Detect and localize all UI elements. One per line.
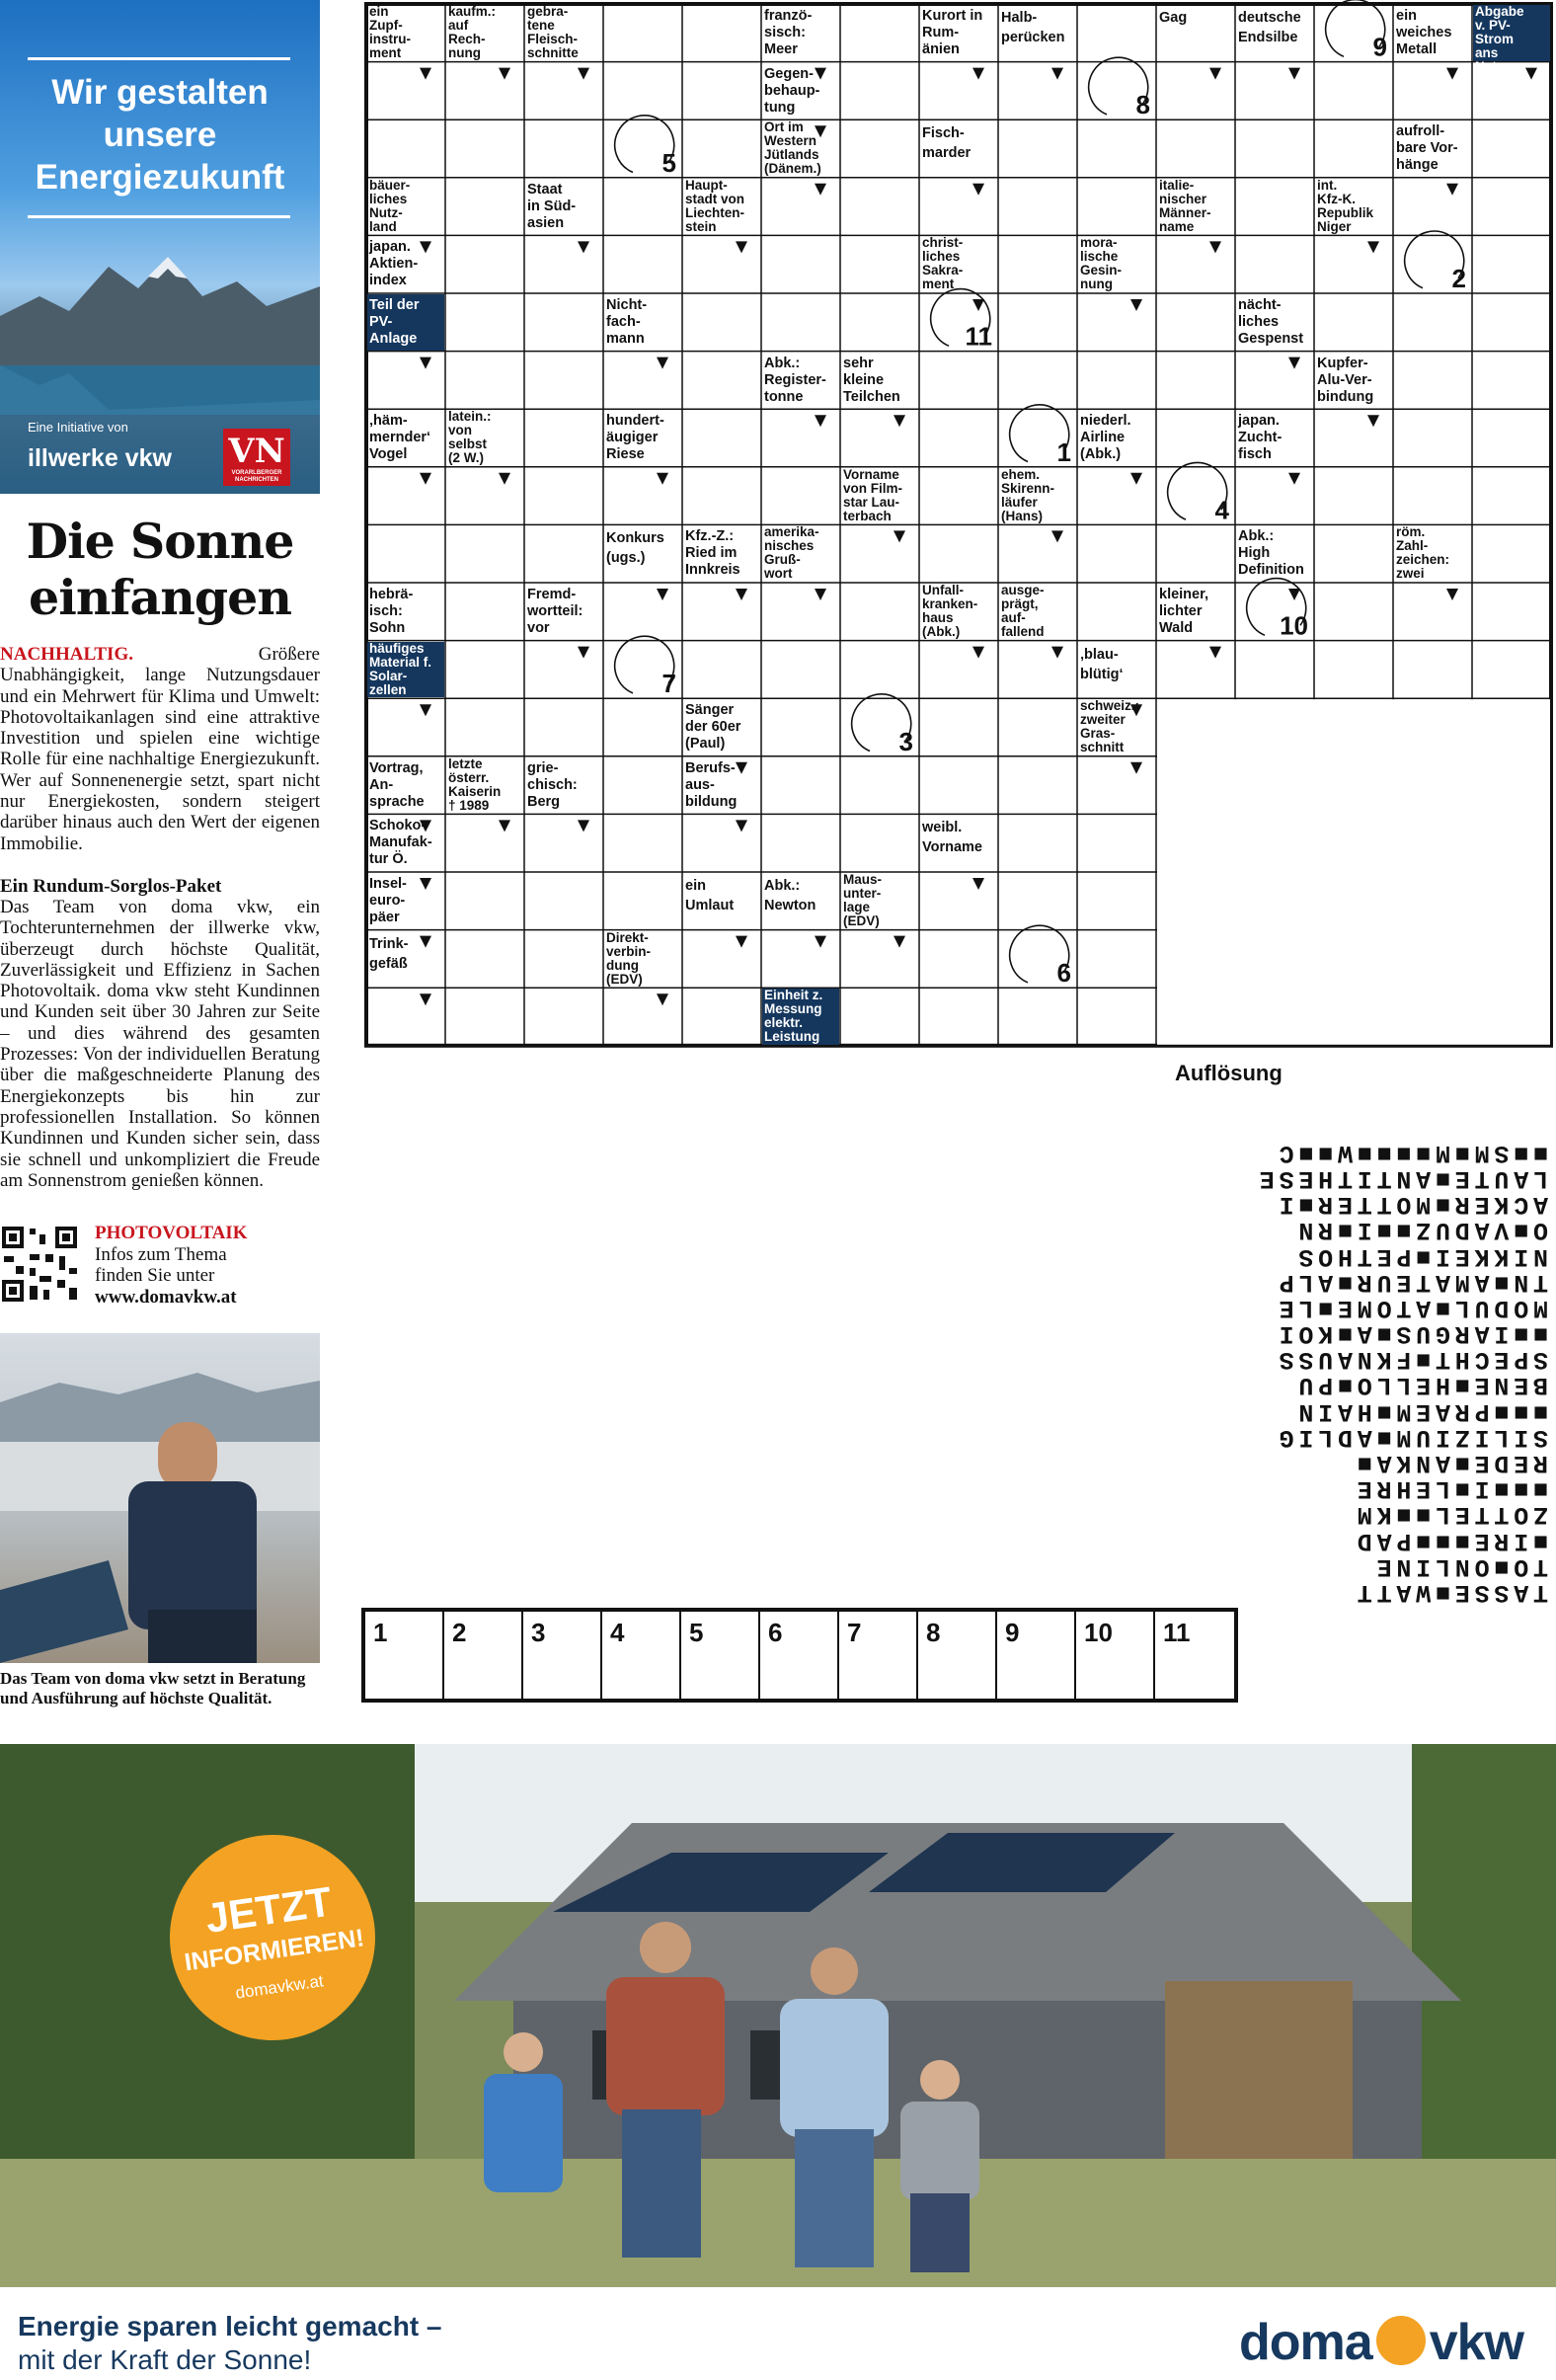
article-subhead: Ein Rundum-Sorglos-Paket	[0, 875, 222, 897]
solution-letter-box[interactable]: 1	[365, 1612, 444, 1699]
solution-row: ACKER■MOTTER■I	[1274, 1190, 1548, 1220]
circle-number: 9	[1372, 32, 1387, 62]
clue-cell: Maus- unter- lage (EDV)	[843, 872, 883, 928]
article-lead: NACHHALTIG. Größere Unabhängigkeit, lange Nutzungsdauer und ein Mehrwert für Klima und Umwelt: Photovoltaikanlagen sind eine attraktive Investition und spielen eine wichtige Rolle für eine nachhaltige Energiezukunft. Wer auf Sonnenenergie setzt, spart nicht nur Energiekosten, sondern steigert darüber hinaus auch den Wert der eigenen Immobilie.	[0, 644, 320, 854]
clue-cell: niederl. Airline (Abk.)	[1080, 413, 1131, 463]
initiative-label: Eine Initiative von	[28, 420, 128, 435]
solution-letter-box[interactable]: 9	[997, 1612, 1076, 1699]
mountain-lake-image	[0, 227, 320, 415]
circle-number: 1	[1056, 436, 1071, 467]
solution-row: ■IRE■■■PAD	[1352, 1526, 1548, 1555]
solution-row: SILIZIUM■ADLIG	[1274, 1422, 1548, 1452]
qr-url-link[interactable]: www.domavkw.at	[95, 1286, 237, 1308]
clue-cell: Nicht- fach- mann	[606, 297, 648, 347]
clue-cell: häufiges Material f. Solar- zellen	[367, 642, 444, 698]
solution-letter-box[interactable]: 8	[918, 1612, 997, 1699]
clue-cell: Schoko- Manufak- tur Ö.	[369, 818, 432, 868]
doma-vkw-logo: doma vkw	[1239, 2314, 1523, 2371]
banner-headline: Wir gestalten unsere Energiezukunft	[35, 73, 285, 197]
clue-cell: ‚häm- mernder‘ Vogel	[369, 413, 431, 463]
badge-line2: INFORMIEREN!	[183, 1924, 366, 1977]
banner-rule-bottom	[28, 215, 290, 218]
clue-cell: Trink- gefäß	[369, 935, 409, 972]
clue-cell: ‚blau- blütig‘	[1080, 646, 1124, 682]
clue-cell: grie- chisch: Berg	[527, 759, 578, 810]
circle-number: 5	[661, 147, 676, 178]
circle-number: 11	[965, 321, 992, 352]
solution-row: LAUTE■ANTITHESE	[1254, 1164, 1548, 1193]
slogan-line2: mit der Kraft der Sonne!	[18, 2344, 312, 2375]
solution-row: MODUL■ATOME■LE	[1274, 1293, 1548, 1322]
clue-cell: Direkt- verbin- dung (EDV)	[606, 929, 652, 987]
solution-row: TASSE■WATT	[1352, 1578, 1548, 1607]
clue-cell: Berufs- aus- bildung	[685, 759, 738, 810]
clue-cell: Abgabe v. PV-Strom ans Netz	[1473, 5, 1550, 61]
clue-cell: ein Zupf- instru- ment	[369, 4, 411, 60]
clue-cell: ausge- prägt, auf- fallend	[1001, 583, 1045, 639]
technician-illustration	[0, 1333, 320, 1663]
circle-number: 3	[898, 726, 913, 756]
clue-cell: int. Kfz-K. Republik Niger	[1317, 177, 1374, 234]
badge-url[interactable]: domavkw.at	[234, 1971, 325, 2003]
clue-cell: Unfall- kranken- haus (Abk.)	[922, 583, 978, 639]
clue-cell: weibl. Vorname	[922, 820, 982, 856]
clue-cell: christ- liches Sakra- ment	[922, 235, 964, 292]
clue-cell: Kurort in Rum- änien	[922, 8, 983, 57]
solution-row: ■■■I■LEHRE	[1352, 1474, 1548, 1504]
solution-row: BENE■HELLO■PU	[1293, 1371, 1548, 1400]
solution-letter-box[interactable]: 6	[760, 1612, 839, 1699]
circle-number: 2	[1451, 264, 1466, 293]
circle-number: 10	[1280, 610, 1308, 641]
qr-line2: finden Sie unter	[95, 1265, 215, 1286]
clue-cell: schweiz.: zweiter Gras- schnitt	[1080, 698, 1140, 755]
clue-cell: Fremd- wortteil: vor	[527, 587, 584, 636]
solution-letter-box[interactable]: 2	[444, 1612, 523, 1699]
clue-cell: nächt- liches Gespenst	[1238, 297, 1304, 347]
clue-cell: latein.: von selbst (2 W.)	[448, 409, 492, 466]
energy-banner	[0, 0, 320, 494]
clue-cell: hebrä- isch: Sohn	[369, 587, 414, 636]
article-body	[0, 644, 320, 1191]
solution-area	[1157, 699, 1550, 1045]
qr-code-icon[interactable]	[0, 1225, 79, 1304]
clue-cell: Staat in Süd- asien	[527, 181, 577, 231]
circle-number: 4	[1214, 495, 1229, 525]
clue-cell: ein weiches Metall	[1396, 8, 1452, 57]
solution-row: ■■SM■M■■■■W■■C	[1274, 1138, 1548, 1167]
clue-cell: Abk.: Register- tonne	[764, 355, 826, 405]
clue-cell: japan. Aktien- index	[369, 239, 419, 289]
ad-footer	[0, 2287, 1556, 2380]
circle-number: 8	[1135, 90, 1150, 120]
qr-info-box	[0, 1223, 320, 1308]
clue-cell: Abk.: Newton	[764, 878, 817, 913]
clue-cell: Ort im Western Jütlands (Dänem.)	[764, 119, 821, 177]
clue-cell: ehem. Skirenn- läufer (Hans)	[1001, 466, 1055, 523]
article-kicker: NACHHALTIG.	[0, 644, 133, 665]
clue-cell: Konkurs (ugs.)	[606, 530, 664, 567]
clue-cell: Gag	[1159, 10, 1188, 26]
clue-cell: kleiner, lichter Wald	[1159, 587, 1208, 636]
solution-grid	[1165, 1091, 1548, 1605]
solution-word-row	[361, 1608, 1238, 1703]
clue-cell: Halb- perücken	[1001, 10, 1065, 45]
qr-title: PHOTOVOLTAIK	[95, 1223, 248, 1243]
bolt-icon	[1376, 2316, 1426, 2365]
technician-photo	[0, 1333, 320, 1663]
clue-cell: amerika- nisches Gruß- wort	[764, 524, 819, 582]
article-title: Die Sonne einfangen	[26, 513, 294, 626]
clue-cell: Sänger der 60er (Paul)	[685, 702, 741, 753]
solution-row: ■■IARGUS■A■KOI	[1274, 1319, 1548, 1349]
circle-number: 6	[1056, 958, 1071, 989]
solution-title: Auflösung	[1175, 1061, 1283, 1085]
clue-cell: Insel- euro- päer	[369, 876, 407, 925]
clue-cell: sehr kleine Teilchen	[843, 355, 900, 405]
solution-letter-box[interactable]: 4	[602, 1612, 681, 1699]
qr-text	[95, 1223, 247, 1308]
solution-letter-box[interactable]: 7	[839, 1612, 918, 1699]
clue-cell: Fisch- marder	[922, 125, 972, 162]
solution-row: TO■ONLINE	[1371, 1551, 1548, 1581]
clue-cell: ein Umlaut	[685, 878, 735, 913]
clue-cell: deutsche Endsilbe	[1238, 10, 1301, 45]
solution-row: ■■■PRAEM■HAIN	[1293, 1396, 1548, 1426]
clue-cell: Kfz.-Z.: Ried im Innkreis	[685, 528, 740, 579]
clue-cell: Kupfer- Alu-Ver- bindung	[1317, 355, 1374, 405]
vn-logo: VN VORARLBERGER NACHRICHTEN	[223, 429, 290, 486]
clue-cell: Abk.: High Definition	[1238, 528, 1304, 579]
clue-cell: Gegen- behaup- tung	[764, 65, 820, 116]
badge-line1: JETZT	[202, 1877, 335, 1942]
clue-cell: Teil der PV- Anlage	[367, 294, 444, 351]
clue-cell: Vortrag, An- sprache	[369, 759, 425, 810]
clue-cell: kaufm.: auf Rech- nung	[448, 4, 497, 60]
clue-cell: Vorname von Film- star Lau- terbach	[843, 466, 902, 523]
clue-cell: mora- lische Gesin- nung	[1080, 235, 1123, 292]
photo-caption: Das Team von doma vkw setzt in Beratung und Ausführung auf höchste Qualität.	[0, 1669, 306, 1707]
clue-cell: gebra- tene Fleisch- schnitte	[527, 4, 579, 60]
clue-cell: hundert- äugiger Riese	[606, 413, 664, 463]
solution-letter-box[interactable]: 5	[681, 1612, 760, 1699]
solution-letter-box[interactable]: 3	[523, 1612, 602, 1699]
clue-cell: röm. Zahl- zeichen: zwei	[1396, 524, 1450, 582]
clue-cell: bäuer- liches Nutz- land	[369, 177, 411, 234]
clue-cell: franzö- sisch: Meer	[764, 8, 813, 57]
solution-row: SPECHT■FKNAUSS	[1274, 1345, 1548, 1375]
solution-row: NIKKEI■PETHOS	[1293, 1241, 1548, 1271]
clue-cell: Haupt- stadt von Liechten- stein	[685, 177, 745, 234]
solution-row: TN■AMATEUR■ALP	[1274, 1267, 1548, 1297]
clue-cell: aufroll- bare Vor- hänge	[1396, 123, 1458, 174]
clue-cell: japan. Zucht- fisch	[1238, 413, 1283, 463]
clue-cell: letzte österr. Kaiserin † 1989	[448, 755, 502, 813]
illwerke-vkw-logo: illwerke vkw	[28, 444, 172, 472]
article	[0, 514, 320, 1191]
solution-row: ZOTTEL■■KM	[1352, 1500, 1548, 1530]
clue-cell: Einheit z. Messung elektr. Leistung	[762, 989, 839, 1045]
solution-row: REDE■ANKA■	[1352, 1449, 1548, 1478]
circle-number: 7	[661, 669, 676, 699]
solution-row: O■VADUZ■■I■RN	[1293, 1216, 1548, 1245]
qr-line1: Infos zum Thema	[95, 1243, 227, 1265]
article-paragraph: Das Team von doma vkw, ein Tochterunternehmen der illwerke vkw, überzeugt durch höchste Qualität, Zuverlässigkeit und Effizienz in Sachen Photovoltaik. doma vkw steht Kundinnen und Kunden seit über 30 Jahren zur Seite – und dies während des gesamten Prozesses: Von der individuellen Beratung über die maßgeschneiderte Planung des Energiekonzepts bis hin zur professionellen Installation. So können Kundinnen und Kunden sicher sein, dass sie schnell und unkompliziert die Freude am Sonnenstrom genießen können.	[0, 896, 320, 1191]
solution-letter-box[interactable]: 10	[1076, 1612, 1155, 1699]
slogan-line1: Energie sparen leicht gemacht –	[18, 2311, 442, 2341]
clue-cell: italie- nischer Männer- name	[1159, 177, 1211, 234]
solution-letter-box[interactable]: 11	[1163, 1618, 1191, 1647]
banner-rule-top	[28, 57, 290, 60]
